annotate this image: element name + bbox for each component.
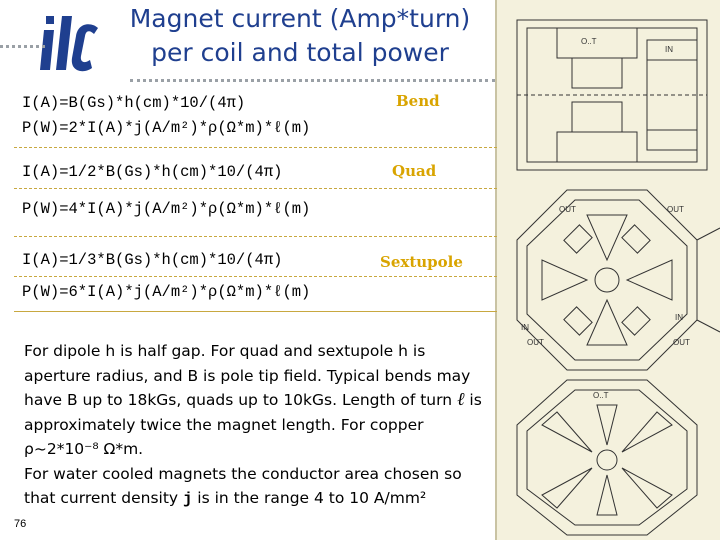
separator-1 (14, 147, 497, 148)
quad-current-formula: I(A)=1/2*B(Gs)*h(cm)*10/(4π) (22, 163, 283, 181)
sextupole-drawing (517, 380, 697, 535)
quad-label: Quad (392, 162, 437, 180)
logo-text: ilc (40, 14, 41, 15)
bend-power-formula: P(W)=2*I(A)*j(A/m²)*ρ(Ω*m)*ℓ(m) (22, 119, 311, 137)
drawing-label-in-1: IN (665, 45, 673, 54)
note-text-1b: is approximately twice the magnet length. For copper ρ~2*10⁻⁸ Ω*m. (24, 391, 482, 458)
bend-label: Bend (396, 92, 440, 110)
title-line-2: per coil and total power (151, 38, 449, 67)
dotted-rule-title (130, 79, 495, 82)
dotted-rule-left (0, 45, 45, 48)
title-line-1: Magnet current (Amp*turn) (129, 4, 471, 33)
note-text-1a: For dipole h is half gap. For quad and sextupole h is aperture radius, and B is pole tip field. Typical bends may have B up to 18kGs, quads up to 10kGs. Length of turn (24, 342, 471, 409)
drawing-label-ot: O..T (581, 37, 597, 46)
bend-current-formula: I(A)=B(Gs)*h(cm)*10/(4π) (22, 94, 246, 112)
drawing-label-in-2: IN (521, 323, 529, 332)
sextupole-label: Sextupole (380, 253, 463, 271)
note-text-2a: For water cooled magnets the conductor area chosen so that current density (24, 464, 462, 507)
ilc-logo (40, 14, 102, 76)
ell-symbol: ℓ (456, 389, 465, 410)
drawing-label-in-3: IN (675, 313, 683, 322)
sextupole-power-formula: P(W)=6*I(A)*j(A/m²)*ρ(Ω*m)*ℓ(m) (22, 283, 311, 301)
drawing-label-out-1: OUT (559, 205, 576, 214)
page-number: 76 (14, 518, 27, 530)
note-text-2b: is in the range 4 to 10 A/mm² (197, 489, 427, 507)
page-title (100, 2, 500, 70)
notes-paragraph (24, 339, 494, 512)
separator-4 (14, 276, 497, 277)
drawing-label-out-2: OUT (667, 205, 684, 214)
separator-5 (14, 311, 497, 312)
separator-3 (14, 236, 497, 237)
quad-power-formula: P(W)=4*I(A)*j(A/m²)*ρ(Ω*m)*ℓ(m) (22, 200, 311, 218)
sextupole-current-formula: I(A)=1/3*B(Gs)*h(cm)*10/(4π) (22, 251, 283, 269)
separator-2 (14, 188, 497, 189)
dipole-drawing (517, 20, 707, 170)
magnet-drawings (497, 0, 720, 540)
drawing-label-out-3: OUT (673, 338, 690, 347)
drawing-label-out-4: OUT (527, 338, 544, 347)
drawing-label-ot-2: O..T (593, 391, 609, 400)
j-symbol: j (183, 490, 193, 508)
